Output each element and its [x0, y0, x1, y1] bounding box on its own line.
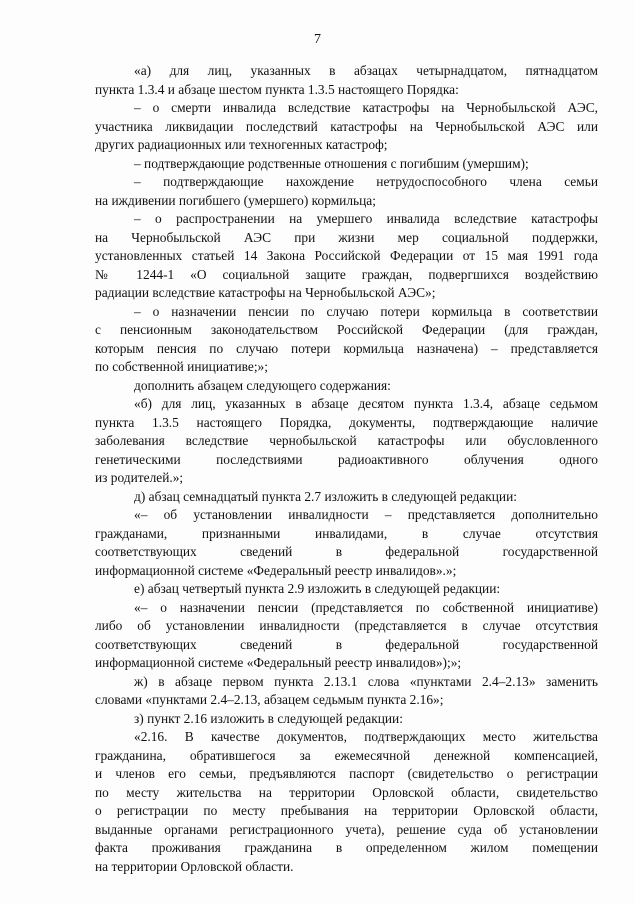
text-line: выданные органами регистрационного учета), решение суда об установлении — [95, 821, 598, 837]
text-line: дополнить абзацем следующего содержания: — [134, 377, 391, 393]
text-line: д) абзац семнадцатый пункта 2.7 изложить в следующей редакции: — [134, 488, 517, 504]
text-line: факта проживания гражданина в определенном жилом помещении — [95, 840, 598, 855]
text-line: гражданами, признанными инвалидами, в случае отсутствия — [95, 525, 598, 541]
text-line: других радиационных или техногенных катастроф; — [95, 137, 388, 152]
text-line: «а) для лиц, указанных в абзацах четырнадцатом, пятнадцатом — [134, 63, 598, 78]
text-line: участника ликвидации последствий катастрофы на Чернобыльской АЭС или — [95, 118, 598, 134]
text-line: соответствующих сведений в федеральной государственной — [95, 544, 598, 559]
text-line: генетическими последствиями радиоактивного облучения одного — [95, 451, 598, 467]
text-line: которым пенсия по случаю потери кормильца назначена) – представляется — [95, 340, 598, 356]
text-line: установленных статьей 14 Закона Российской Федерации от 15 мая 1991 года — [95, 248, 598, 263]
text-line: – о смерти инвалида вследствие катастрофы на Чернобыльской АЭС, — [134, 100, 598, 115]
text-line: «2.16. В качестве документов, подтверждающих место жительства — [134, 729, 598, 744]
text-line: № 1244-1 «О социальной защите граждан, подвергшихся воздействию — [95, 266, 598, 282]
text-line: и членов его семьи, предъявляются паспорт (свидетельство о регистрации — [95, 766, 598, 781]
text-line: – о распространении на умершего инвалида вследствие катастрофы — [134, 211, 598, 226]
text-line: с пенсионным законодательством Российской Федерации (для граждан, — [95, 322, 598, 337]
text-line: «– об установлении инвалидности – представляется дополнительно — [134, 507, 598, 522]
text-line: – подтверждающие нахождение нетрудоспособного члена семьи — [134, 174, 598, 189]
text-line: «б) для лиц, указанных в абзаце десятом пункта 1.3.4, абзаце седьмом — [134, 396, 598, 411]
page-number: 7 — [314, 32, 321, 47]
text-line: – о назначении пенсии по случаю потери кормильца в соответствии — [134, 303, 598, 319]
text-line: на Чернобыльской АЭС при жизни мер социальной поддержки, — [95, 229, 598, 245]
text-line: радиации вследствие катастрофы на Чернобыльской АЭС»; — [95, 285, 436, 300]
text-line: информационной системе «Федеральный реестр инвалидов».»; — [95, 562, 457, 578]
text-line: заболевания вследствие чернобыльской катастрофы или обусловленного — [95, 433, 598, 448]
text-line: о регистрации по месту пребывания на территории Орловской области, — [95, 803, 598, 818]
text-line: пункта 1.3.4 и абзаце шестом пункта 1.3.5 настоящего Порядка: — [95, 81, 459, 97]
text-line: на территории Орловской области. — [95, 858, 294, 874]
document-body — [95, 62, 598, 876]
text-line: либо об установлении инвалидности (представляется в случае отсутствия — [95, 618, 598, 633]
text-line: гражданина, обратившегося за ежемесячной денежной компенсацией, — [95, 747, 598, 763]
text-line: ж) в абзаце первом пункта 2.13.1 слова «пунктами 2.4–2.13» заменить — [134, 673, 598, 689]
text-line: по месту жительства на территории Орловской области, свидетельство — [95, 784, 598, 800]
text-line: пункта 1.3.5 настоящего Порядка, документы, подтверждающие наличие — [95, 414, 598, 430]
text-line: по собственной инициативе;»; — [95, 359, 268, 374]
text-line: соответствующих сведений в федеральной государственной — [95, 636, 598, 652]
text-line: словами «пунктами 2.4–2.13, абзацем седьмым пункта 2.16»; — [95, 692, 444, 707]
text-line: на иждивении погибшего (умершего) кормильца; — [95, 192, 376, 208]
text-line: «– о назначении пенсии (представляется по собственной инициативе) — [134, 599, 598, 615]
text-line: – подтверждающие родственные отношения с погибшим (умершим); — [134, 155, 529, 171]
text-line: информационной системе «Федеральный реестр инвалидов»);»; — [95, 655, 462, 670]
text-line: е) абзац четвертый пункта 2.9 изложить в следующей редакции: — [134, 581, 501, 596]
text-line: з) пункт 2.16 изложить в следующей редакции: — [134, 710, 403, 726]
text-line: из родителей.»; — [95, 470, 184, 485]
